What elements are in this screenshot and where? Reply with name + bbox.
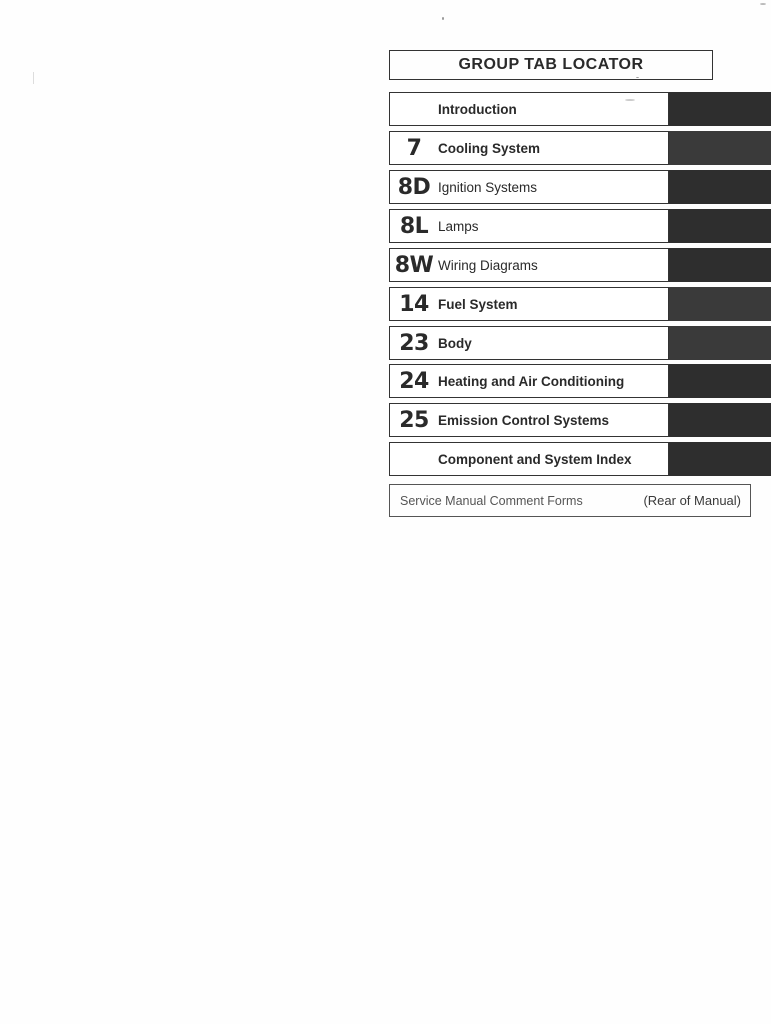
black-tab-marker[interactable]	[669, 403, 771, 437]
black-tab-marker[interactable]	[669, 209, 771, 243]
group-tab-locator-title: GROUP TAB LOCATOR	[389, 50, 713, 80]
tab-box	[389, 131, 669, 165]
tab-label: Body	[438, 335, 472, 351]
tab-box	[389, 92, 669, 126]
tab-box	[389, 209, 669, 243]
tab-label: Cooling System	[438, 140, 541, 156]
tab-number: 7	[406, 135, 422, 161]
black-tab-marker[interactable]	[669, 287, 771, 321]
tab-row-ignition-systems[interactable]	[389, 170, 771, 204]
tab-label: Heating and Air Conditioning	[438, 373, 625, 389]
tab-box	[389, 326, 669, 360]
scan-speck	[33, 72, 34, 84]
tab-box	[389, 170, 669, 204]
black-tab-marker[interactable]	[669, 131, 771, 165]
tab-row-body[interactable]	[389, 326, 771, 360]
tab-row-component-and-system-index[interactable]	[389, 442, 771, 476]
comment-forms-location: (Rear of Manual)	[643, 493, 741, 508]
tab-box	[389, 287, 669, 321]
tab-row-introduction[interactable]	[389, 92, 771, 126]
black-tab-marker[interactable]	[669, 92, 771, 126]
tab-box	[389, 403, 669, 437]
tab-row-wiring-diagrams[interactable]	[389, 248, 771, 282]
tab-label: Emission Control Systems	[438, 412, 610, 428]
tab-number: 8W	[394, 252, 434, 278]
tab-box	[389, 364, 669, 398]
scan-speck	[760, 3, 766, 5]
tab-number: 23	[399, 330, 429, 356]
tab-label: Lamps	[438, 218, 479, 234]
comment-forms-label: Service Manual Comment Forms	[400, 493, 583, 508]
tab-number: 8L	[399, 213, 429, 239]
black-tab-marker[interactable]	[669, 248, 771, 282]
scan-speck	[636, 77, 639, 78]
tab-number: 25	[399, 407, 429, 433]
tab-label: Wiring Diagrams	[438, 257, 538, 273]
black-tab-marker[interactable]	[669, 326, 771, 360]
tab-row-cooling-system[interactable]	[389, 131, 771, 165]
black-tab-marker[interactable]	[669, 442, 771, 476]
tab-number: 24	[399, 368, 429, 394]
tab-box	[389, 248, 669, 282]
tab-row-fuel-system[interactable]	[389, 287, 771, 321]
tab-label: Ignition Systems	[438, 179, 538, 195]
tab-label: Component and System Index	[438, 451, 632, 467]
tab-label: Fuel System	[438, 296, 518, 312]
tab-label: Introduction	[438, 101, 517, 117]
black-tab-marker[interactable]	[669, 170, 771, 204]
black-tab-marker[interactable]	[669, 364, 771, 398]
scan-speck	[625, 99, 635, 101]
tab-box	[389, 442, 669, 476]
tab-number: 8D	[397, 174, 431, 200]
tab-row-heating-and-air-conditioning[interactable]	[389, 364, 771, 398]
tab-row-emission-control-systems[interactable]	[389, 403, 771, 437]
comment-forms-box	[389, 484, 751, 517]
scan-speck	[442, 17, 444, 20]
tab-row-lamps[interactable]	[389, 209, 771, 243]
tab-number: 14	[399, 291, 429, 317]
